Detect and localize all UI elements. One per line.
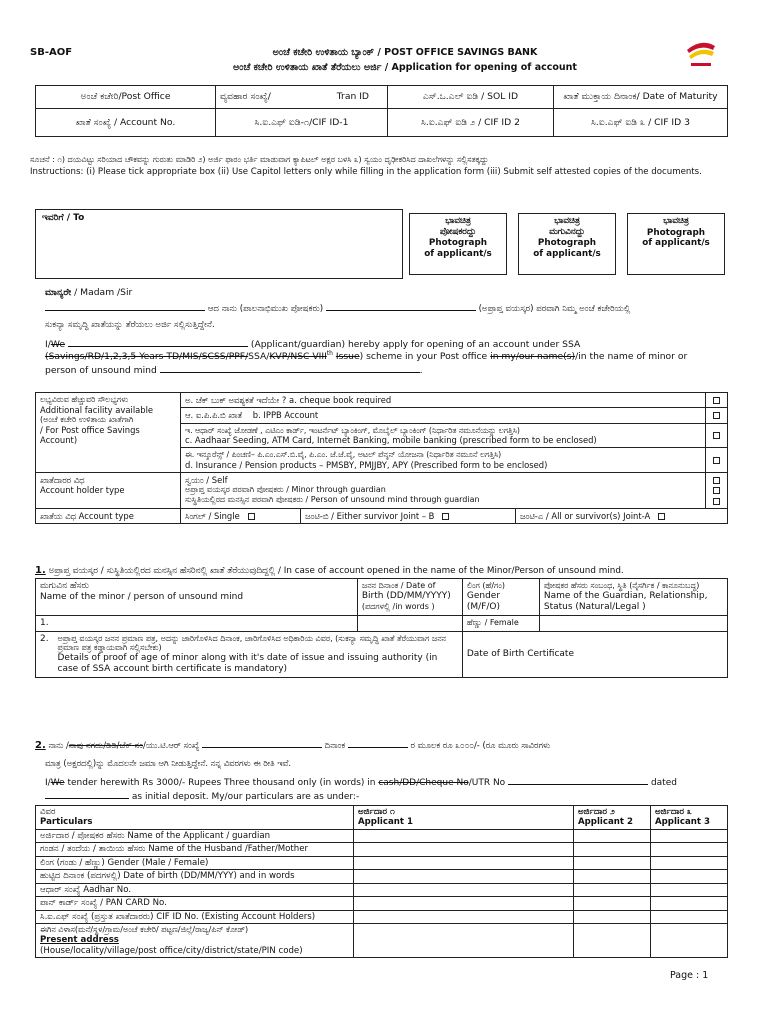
app3-en: Applicant 3 bbox=[655, 817, 710, 828]
guardian-head bbox=[539, 579, 727, 616]
minor-name-kn: ಮಗುವಿನ ಹೆಸರು bbox=[40, 581, 89, 591]
minor-row-2-num bbox=[36, 631, 54, 677]
address-detail: (House/locality/village/post office/city/district/state/PIN code) bbox=[40, 945, 303, 956]
photo-2-kn2: ಮಗುವಿನದ್ದು bbox=[549, 226, 585, 237]
utr-no-blank[interactable] bbox=[508, 775, 648, 785]
holder-self-checkbox[interactable] bbox=[713, 477, 720, 484]
acct-single[interactable] bbox=[181, 508, 301, 523]
holder-options bbox=[181, 473, 706, 509]
minor-row-1[interactable] bbox=[36, 615, 358, 631]
input-cell[interactable] bbox=[651, 843, 728, 856]
utr-blank[interactable] bbox=[202, 738, 322, 748]
holder-checks bbox=[706, 473, 728, 509]
particulars-head bbox=[36, 806, 354, 830]
facility-a bbox=[181, 393, 706, 408]
facility-b-kn: ಆ. ಐ.ಪಿ.ಪಿ.ಬಿ ಖಾತೆ bbox=[185, 410, 243, 421]
para-kn1-b: (ಅಪ್ರಾಪ್ತ ವಯಸ್ಕರ) ಪರವಾಗಿ ನಿಮ್ಮ ಅಂಚೆ ಕಚೇರಿಯಲ್ಲಿ bbox=[478, 304, 631, 314]
applicant-2-head bbox=[574, 806, 651, 830]
row-label: ಸಿ.ಐ.ಎಫ್ ಸಂಖ್ಯೆ (ಪ್ರಸ್ತುತ ಖಾತೆದಾರರು) CIF ID No. (Existing Account Holders) bbox=[36, 910, 354, 923]
row-label: ಅರ್ಜಿದಾರ / ಪೋಷಕರ ಹೆಸರು Name of the Applicant / guardian bbox=[36, 829, 354, 842]
applicant-1-head bbox=[354, 806, 574, 830]
input-cell[interactable] bbox=[574, 829, 651, 842]
page-number: Page : 1 bbox=[670, 970, 709, 981]
acct-type-label-cell bbox=[36, 508, 181, 523]
minor-person-blank[interactable] bbox=[160, 363, 420, 373]
facility-d-kn: ಈ. ಇನ್ಶೂರೆನ್ಸ್ / ಪಿಂಚಣಿ– ಪಿ.ಎಂ.ಎಸ್.ಬಿ.ವೈ, ಪಿ.ಎಂ. ಜೆ.ಜೆ.ವೈ, ಅಟಲ್ ಪೆನ್ಶನ್ ಯೋಜನಾ (ನಿರ್ಧಾರಿತ ನಮೂನೆ ಲಗತ್ತಿಸಿ) bbox=[185, 450, 502, 460]
table-row bbox=[36, 910, 728, 923]
india-post-logo-icon bbox=[683, 36, 719, 72]
sec2-en-a: tender herewith Rs 3000/- Rupees Three thousand only (in words) in bbox=[67, 778, 376, 788]
checkbox[interactable] bbox=[713, 457, 720, 464]
post-office-label: ಅಂಚೆ ಕಚೇರಿ/Post Office bbox=[80, 91, 171, 103]
particulars-table bbox=[35, 805, 728, 958]
photo-box-1[interactable] bbox=[409, 213, 507, 275]
app2-kn: ಅರ್ಜಿದಾರ ೨ bbox=[578, 807, 615, 817]
gender-head bbox=[462, 579, 539, 616]
input-cell[interactable] bbox=[354, 883, 574, 896]
checkbox[interactable] bbox=[713, 432, 720, 439]
photo-1-kn2: ಪೋಷಕರದ್ದು bbox=[439, 226, 477, 237]
acct-either-label: ಜಂಟಿ-ಬಿ / Either survivor Joint – B bbox=[305, 510, 435, 521]
minor-name-en: Name of the minor / person of unsound mind bbox=[40, 591, 244, 602]
form-title bbox=[195, 47, 615, 76]
minor-row-1-gender[interactable] bbox=[462, 615, 539, 631]
cif3-cell[interactable] bbox=[554, 109, 728, 137]
para-en-c: ) scheme in your Post office bbox=[359, 351, 488, 363]
particulars-head-kn: ವಿವರ bbox=[40, 807, 56, 817]
row-1-num: 1. bbox=[40, 617, 49, 628]
cif2-label: ಸಿ.ಐ.ಎಫ್ ಐಡಿ ೨ / CIF ID 2 bbox=[421, 116, 520, 128]
minor-name-blank[interactable] bbox=[326, 301, 476, 311]
facility-label2-kn: (ಅಂಚೆ ಕಚೇರಿ ಉಳಿತಾಯ ಖಾತೆಗಾಗಿ bbox=[40, 415, 134, 424]
table-row bbox=[36, 924, 728, 958]
table-row bbox=[36, 856, 728, 869]
acct-either[interactable] bbox=[301, 508, 516, 523]
sec2-kn-b: /ಯು.ಟಿ.ಆರ್ ಸಂಖ್ಯೆ bbox=[142, 740, 200, 750]
photo-3-kn1: ಭಾವಚಿತ್ರ bbox=[663, 216, 689, 226]
row-2-num: 2. bbox=[40, 633, 49, 644]
input-cell[interactable] bbox=[574, 910, 651, 923]
photo-box-2[interactable] bbox=[518, 213, 616, 275]
para-en-d: /in the name of minor or bbox=[575, 351, 688, 363]
row-label: ಗಂಡನ / ತಂದೆಯ / ತಾಯಿಯ ಹೆಸರು Name of the Husband /Father/Mother bbox=[36, 843, 354, 856]
sec2-en-b: /UTR No bbox=[468, 778, 506, 788]
photo-1-kn1: ಭಾವಚಿತ್ರ bbox=[445, 216, 471, 226]
para-en-b: SSA/ bbox=[248, 351, 270, 363]
app1-kn: ಅರ್ಜಿದಾರ ೧ bbox=[358, 807, 395, 817]
minor-name-head bbox=[36, 579, 358, 616]
section-1-text: ಅಪ್ರಾಪ್ತ ವಯಸ್ಕರ / ಸುಸ್ಥಿತಿಯಲ್ಲಿರದ ಮನಸ್ಸಿನ ಹೆಸರಿನಲ್ಲಿ ಖಾತೆ ತೆರೆಯುವುದಿದ್ದಲ್ಲಿ / In case of account opened in the name of the Minor/Person of unsound mind. bbox=[48, 566, 624, 576]
dob-cert-label: Date of Birth Certificate bbox=[466, 648, 574, 659]
facility-d bbox=[181, 448, 706, 473]
app2-en: Applicant 2 bbox=[578, 817, 633, 828]
applicant-guardian-blank[interactable] bbox=[68, 337, 248, 347]
section-1-num: 1. bbox=[35, 565, 46, 576]
input-cell[interactable] bbox=[574, 924, 651, 958]
sec2-kn-d: ರ ಮೂಲಕ ರೂ ೩೦೦೦/- (ರೂ ಮೂರು ಸಾವಿರಗಳು bbox=[410, 740, 551, 750]
input-cell[interactable] bbox=[574, 897, 651, 910]
input-cell[interactable] bbox=[574, 856, 651, 869]
title-line-1: ಅಂಚೆ ಕಚೇರಿ ಉಳಿತಾಯ ಬ್ಯಾಂಕ್ / POST OFFICE SAVINGS BANK bbox=[272, 47, 538, 58]
section-2-kannada bbox=[35, 738, 728, 752]
gender-en: Gender bbox=[466, 590, 501, 601]
account-no-cell[interactable] bbox=[36, 109, 216, 137]
minor-row-1-dob[interactable] bbox=[357, 615, 462, 631]
row-label: ಹುಟ್ಟಿದ ದಿನಾಂಕ (ಪದಗಳಲ್ಲಿ) Date of birth (DD/MM/YYY) and in words bbox=[36, 870, 354, 883]
form-code: SB-AOF bbox=[30, 47, 73, 58]
acct-single-label: ಸಿಂಗಲ್ / Single bbox=[185, 510, 240, 521]
holder-label-kn: ಖಾತೆದಾರರ ವಿಧ bbox=[40, 475, 85, 485]
applicant-3-head bbox=[651, 806, 728, 830]
section-1-title bbox=[35, 565, 728, 577]
date-blank[interactable] bbox=[348, 738, 408, 748]
input-cell[interactable] bbox=[651, 829, 728, 842]
sol-id-label: ಎಸ್.ಒ.ಎಲ್ ಐಡಿ / SOL ID bbox=[422, 91, 519, 103]
sec2-en-we: We bbox=[50, 778, 65, 788]
photo-box-3[interactable] bbox=[627, 213, 725, 275]
dob-words: (ಪದಗಳಲ್ಲಿ /in words ) bbox=[361, 601, 435, 611]
sec2-en-dated: dated bbox=[650, 778, 677, 788]
acct-type-label: ಖಾತೆಯ ವಿಧ Account type bbox=[40, 510, 134, 521]
section-2-num: 2. bbox=[35, 740, 46, 751]
dob-kn: ಜನನ ದಿನಾಂಕ / Date of bbox=[361, 581, 436, 590]
holder-label-en: Account holder type bbox=[40, 485, 125, 496]
guardian-en: Name of the Guardian, Relationship, Status (Natural/Legal ) bbox=[543, 590, 708, 612]
para-struck-3: Issue bbox=[335, 351, 360, 363]
app1-en: Applicant 1 bbox=[358, 817, 413, 828]
facility-c bbox=[181, 423, 706, 448]
input-cell[interactable] bbox=[354, 924, 574, 958]
sol-id-cell[interactable] bbox=[388, 86, 554, 109]
address-label bbox=[36, 924, 354, 958]
sec2-en-c: as initial deposit. My/our particulars are as under:- bbox=[131, 791, 360, 802]
input-cell[interactable] bbox=[354, 856, 574, 869]
input-cell[interactable] bbox=[354, 843, 574, 856]
section-2-english bbox=[45, 775, 725, 803]
gender-kn: ಲಿಂಗ (ಹೆ/ಗಂ) bbox=[466, 581, 506, 590]
input-cell[interactable] bbox=[651, 883, 728, 896]
address-en: Present address bbox=[40, 935, 119, 946]
facility-label-en: Additional facility available bbox=[40, 404, 154, 415]
cif2-cell[interactable] bbox=[388, 109, 554, 137]
proof-kn: ಅಪ್ರಾಪ್ತ ವಯಸ್ಕರ ಜನನ ಪ್ರಮಾಣ ಪತ್ರ, ಅದನ್ನು ಜಾರಿಗೊಳಿಸಿದ ದಿನಾಂಕ, ಜಾರಿಗೊಳಿಸಿದ ಅಧಿಕಾರಿಯ ವಿವರ, (ಸುಕನ್ಯಾ ಸಮೃದ್ಧಿ ಖಾತೆ ತೆರೆಯುವಾಗ ಜನನ ಪ್ರಮಾಣ ಪತ್ರ ಕಡ್ಡಾಯವಾಗಿ ಸಲ್ಲಿಸಬೇಕು) bbox=[57, 633, 447, 653]
facility-c-kn: ಇ. ಆಧಾರ್ ಸಂಖ್ಯೆ ಜೋಡಣೆ , ಎಟಿಎಂ ಕಾರ್ಡ್, ಇಂಟರ್ನೆಟ್ ಬ್ಯಾಂಕಿಂಗ್, ಮೊಬೈಲ್ ಬ್ಯಾಂಕಿಂಗ್ (ನಿರ್ಧಾರಿತ ನಮೂನೆಯನ್ನು ಲಗತ್ತಿಸಿ) bbox=[185, 425, 520, 435]
maturity-label: ಖಾತೆ ಮುಕ್ತಾಯ ದಿನಾಂಕ/ Date of Maturity bbox=[563, 91, 718, 103]
input-cell[interactable] bbox=[574, 883, 651, 896]
sec2-en-struck: cash/DD/Cheque No bbox=[378, 778, 469, 788]
salutation-en: / Madam /Sir bbox=[74, 287, 133, 298]
checkbox[interactable] bbox=[713, 412, 720, 419]
tran-id-cell[interactable] bbox=[216, 86, 388, 109]
input-cell[interactable] bbox=[354, 829, 574, 842]
table-row bbox=[36, 870, 728, 883]
salutation-kn: ಮಾನ್ಯರೇ bbox=[45, 287, 72, 298]
facility-label-kn: ಲಭ್ಯವಿರುವ ಹೆಚ್ಚುವರಿ ಸೌಲಭ್ಯಗಳು bbox=[40, 395, 129, 404]
holder-minor: ಅಪ್ರಾಪ್ತ ವಯಸ್ಕರ ಪರವಾಗಿ ಪೋಷಕರು / Minor through guardian bbox=[185, 485, 386, 495]
either-checkbox[interactable] bbox=[442, 513, 449, 520]
title-line-2: ಅಂಚೆ ಕಚೇರಿ ಉಳಿತಾಯ ಖಾತೆ ತೆರೆಯಲು ಅರ್ಜಿ / Application for opening of account bbox=[233, 61, 577, 73]
app3-kn: ಅರ್ಜಿದಾರ ೩ bbox=[655, 807, 692, 817]
sec2-kn-c: ದಿನಾಂಕ bbox=[324, 740, 346, 750]
table-row bbox=[36, 843, 728, 856]
input-cell[interactable] bbox=[354, 897, 574, 910]
table-row bbox=[36, 897, 728, 910]
instructions bbox=[30, 155, 730, 179]
cif1-label: ಸಿ.ಐ.ಎಫ್ ಐಡಿ-೧/CIF ID-1 bbox=[254, 116, 349, 128]
holder-minor-checkbox[interactable] bbox=[713, 487, 720, 494]
para-english: I/We (Applicant/guardian) hereby apply for opening of an account under SSA (Savings/RD/1,2,3,5 Years TD/MIS/SCSS/PPF/SSA/KVP/NSC VIIIth Issue) scheme in your Post office in my/our name(s)/in the name of minor or person of unsound mind . bbox=[45, 339, 688, 376]
input-cell[interactable] bbox=[354, 870, 574, 883]
cif3-label: ಸಿ.ಐ.ಎಫ್ ಐಡಿ ೩ / CIF ID 3 bbox=[591, 116, 690, 128]
input-cell[interactable] bbox=[574, 870, 651, 883]
applicant-name-blank[interactable] bbox=[45, 301, 205, 311]
row-label: ಪಾನ್ ಕಾರ್ಡ್ ಸಂಖ್ಯೆ / PAN CARD No. bbox=[36, 897, 354, 910]
para-kannada-1 bbox=[45, 301, 725, 314]
instructions-english: Instructions: (i) Please tick appropriate box (ii) Use Capitol letters only while filling in the application form (iii) Submit self attested copies of the documents. bbox=[30, 166, 702, 177]
facility-label-cell bbox=[36, 393, 181, 473]
tran-no-label: ವ್ಯವಹಾರ ಸಂಖ್ಯೆ/ bbox=[220, 91, 271, 103]
para-sup: th bbox=[326, 350, 333, 358]
all-checkbox[interactable] bbox=[658, 513, 665, 520]
instructions-kannada: ಸೂಚನೆ : ೧) ದಯವಿಟ್ಟು ಸರಿಯಾದ ಚೌಕವನ್ನು ಗುರುತು ಮಾಡಿರಿ ೨) ಅರ್ಜಿ ಫಾರಂ ಭರ್ತಿ ಮಾಡುವಾಗ ಕ್ಯಾಪಿಟಲ್ ಅಕ್ಷರ ಬಳಸಿ ೩) ಸ್ವಯಂ ದೃಢೀಕರಿಸಿದ ದಾಖಲೆಗಳನ್ನು ಸಲ್ಲಿಸತಕ್ಕದ್ದು bbox=[30, 155, 489, 164]
minor-row-1-guardian[interactable] bbox=[539, 615, 727, 631]
checkbox[interactable] bbox=[713, 397, 720, 404]
account-no-label: ಖಾತೆ ಸಂಖ್ಯೆ / Account No. bbox=[75, 116, 176, 128]
facility-label2-en: / For Post office Savings Account) bbox=[40, 424, 140, 445]
facility-b-check[interactable] bbox=[706, 408, 728, 423]
row-label: ಆಧಾರ್ ಸಂಖ್ಯೆ Aadhar No. bbox=[36, 883, 354, 896]
cif1-cell[interactable] bbox=[216, 109, 388, 137]
facility-b-en: b. IPPB Account bbox=[252, 410, 319, 421]
para-we-struck: We bbox=[50, 339, 66, 350]
to-box[interactable] bbox=[35, 209, 403, 279]
sec2-en-i: I/ bbox=[45, 778, 51, 788]
dob-cert-cell[interactable] bbox=[462, 631, 727, 677]
holder-unsound-checkbox[interactable] bbox=[713, 498, 720, 505]
salutation bbox=[45, 287, 725, 298]
photo-2-kn1: ಭಾವಚಿತ್ರ bbox=[554, 216, 580, 226]
photo-2-label: Photograph of applicant/s bbox=[533, 238, 601, 260]
facility-table bbox=[35, 392, 728, 524]
dated-blank[interactable] bbox=[45, 789, 129, 799]
input-cell[interactable] bbox=[651, 870, 728, 883]
para-struck-2: KVP/NSC VIII bbox=[269, 351, 327, 363]
para-struck-1: (Savings/RD/1,2,3,5 Years TD/MIS/SCSS/PPF/ bbox=[45, 351, 249, 363]
office-use-table bbox=[35, 85, 728, 137]
address-kn: ಈಗಿನ ವಿಳಾಸ(ಮನೆ/ಸ್ಥಳ/ಗ್ರಾಮ/ಅಂಚೆ ಕಚೇರಿ/ ಪಟ್ಟಣ/ಜಿಲ್ಲೆ/ರಾಜ್ಯ/ಪಿನ್ ಕೋಡ್) bbox=[40, 925, 249, 935]
facility-c-check[interactable] bbox=[706, 423, 728, 448]
sec2-kn-a: ನಾನು / bbox=[48, 740, 69, 750]
input-cell[interactable] bbox=[354, 910, 574, 923]
to-label: ಇವರಿಗೆ / To bbox=[42, 213, 85, 223]
guardian-kn: ಪೋಷಕರ ಹೆಸರು ಸಂಬಂಧ, ಸ್ಥಿತಿ (ನೈಸರ್ಗಿಕ / ಕಾನೂನುಬದ್ಧ) bbox=[543, 581, 700, 590]
dob-en: Birth (DD/MM/YYYY) bbox=[361, 590, 451, 601]
para-i: I/ bbox=[45, 339, 51, 350]
photo-1-label: Photograph of applicant/s bbox=[424, 238, 492, 260]
acct-all-label: ಜಂಟಿ-ಎ / All or survivor(s) Joint-A bbox=[520, 510, 651, 521]
acct-all[interactable] bbox=[516, 508, 728, 523]
maturity-cell[interactable] bbox=[554, 86, 728, 109]
proof-cell[interactable] bbox=[54, 631, 463, 677]
table-row bbox=[36, 829, 728, 842]
sec2-kn-struck: ನಾವು ನಗದು/ಡಿಡಿ/ಚೆಕ್ ನಂ bbox=[68, 740, 143, 750]
input-cell[interactable] bbox=[574, 843, 651, 856]
female-label: ಹೆಣ್ಣು / Female bbox=[466, 617, 519, 627]
para-en-a: (Applicant/guardian) hereby apply for opening of an account under SSA bbox=[250, 339, 581, 350]
para-kannada-2: ಸುಕನ್ಯಾ ಸಮೃದ್ಧಿ ಖಾತೆಯನ್ನು ತೆರೆಯಲು ಅರ್ಜಿ ಸಲ್ಲಿಸುತ್ತಿದ್ದೇನೆ. bbox=[45, 320, 215, 330]
holder-unsound: ಸುಸ್ಥಿತಿಯಲ್ಲಿರದ ಮನಸ್ಸಿನ ಪರವಾಗಿ ಪೋಷಕರು / Person of unsound mind through guardian bbox=[185, 495, 480, 504]
holder-label-cell bbox=[36, 473, 181, 509]
row-label: ಲಿಂಗ (ಗಂಡು / ಹೆಣ್ಣು) Gender (Male / Female) bbox=[36, 856, 354, 869]
proof-en: Details of proof of age of minor along with it's date of issue and issuing authority (in case of SSA account birth certificate is mandatory) bbox=[57, 653, 438, 675]
facility-a-text: ಅ. ಚೆಕ್ ಬುಕ್ ಅವಶ್ಯಕತೆ ಇದೆಯೇ ? a. cheque book required bbox=[185, 395, 392, 405]
photo-3-label: Photograph of applicant/s bbox=[642, 227, 710, 249]
facility-b bbox=[181, 408, 706, 423]
post-office-cell[interactable] bbox=[36, 86, 216, 109]
table-row bbox=[36, 883, 728, 896]
input-cell[interactable] bbox=[651, 910, 728, 923]
para-kn1-a: ಆದ ನಾನು (ಪಾಲನಾಭಿಮುಖ ಪೋಷಕರು) bbox=[207, 304, 324, 314]
facility-c-en: c. Aadhaar Seeding, ATM Card, Internet Banking, mobile banking (prescribed form to be enclosed) bbox=[185, 435, 597, 445]
input-cell[interactable] bbox=[651, 924, 728, 958]
tran-id-label: Tran ID bbox=[336, 91, 369, 103]
para-en-e: person of unsound mind bbox=[45, 364, 157, 376]
section-2-kannada-2: ಮಾತ್ರ (ಅಕ್ಷರದಲ್ಲಿ)ನ್ನು ಮೊದಲನೇ ಜಮಾ ಆಗಿ ನೀಡುತ್ತಿದ್ದೇನೆ. ನನ್ನ ವಿವರಗಳು ಈ ರೀತಿ ಇವೆ. bbox=[45, 758, 292, 768]
input-cell[interactable] bbox=[651, 897, 728, 910]
dob-head bbox=[357, 579, 462, 616]
input-cell[interactable] bbox=[651, 856, 728, 869]
single-checkbox[interactable] bbox=[248, 513, 255, 520]
para-struck-4: in my/our name(s) bbox=[490, 351, 576, 363]
particulars-head-en: Particulars bbox=[40, 817, 93, 828]
facility-a-check[interactable] bbox=[706, 393, 728, 408]
minor-table bbox=[35, 578, 728, 678]
gender-mfo: (M/F/O) bbox=[466, 601, 500, 612]
facility-d-en: d. Insurance / Pension products – PMSBY, PMJJBY, APY (Prescribed form to be enclosed) bbox=[185, 459, 548, 470]
holder-self: ಸ್ವಯಂ / Self bbox=[185, 475, 228, 485]
facility-d-check[interactable] bbox=[706, 448, 728, 473]
